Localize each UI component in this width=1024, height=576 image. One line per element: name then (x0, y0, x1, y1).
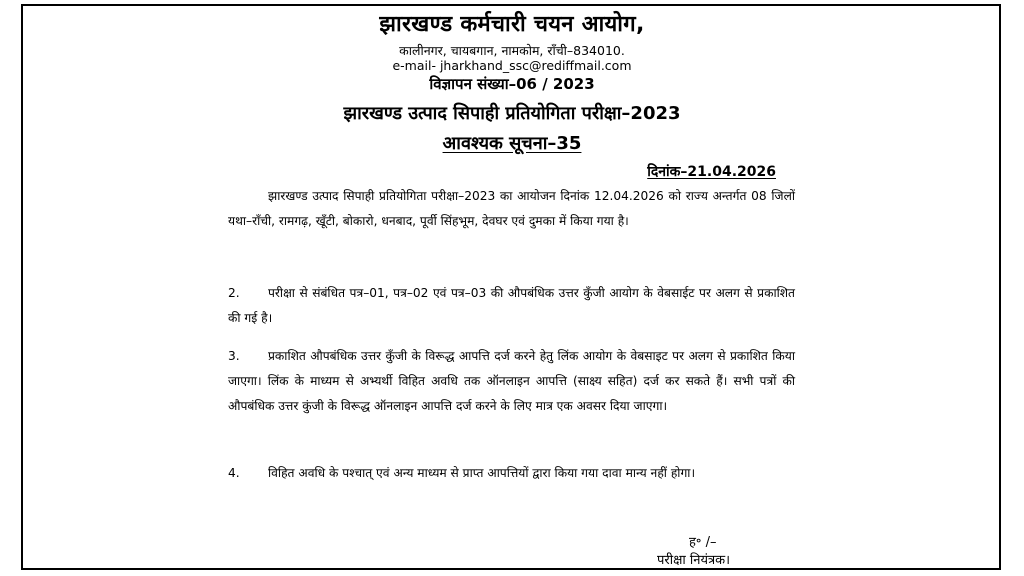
notice-date: दिनांक–21.04.2026 (647, 164, 776, 180)
paragraph-2-text: परीक्षा से संबंधित पत्र–01, पत्र–02 एवं पत्र–03 की औपबंधिक उत्तर कुँजी आयोग के वेबसाईट पर अलग से प्रकाशित की गई है। (228, 286, 795, 325)
organization-name: झारखण्ड कर्मचारी चयन आयोग, (379, 12, 645, 37)
signature-mark: ह॰ /– (689, 535, 717, 550)
exam-title: झारखण्ड उत्पाद सिपाही प्रतियोगिता परीक्षा–2023 (343, 103, 681, 124)
paragraph-3 (228, 344, 795, 419)
paragraph-1 (228, 184, 795, 234)
paragraph-4 (228, 461, 795, 486)
paragraph-2 (228, 281, 795, 331)
paragraph-2-number: 2. (228, 286, 240, 300)
paragraph-3-number: 3. (228, 349, 240, 363)
paragraph-4-text: विहित अवधि के पश्चात् एवं अन्य माध्यम से प्राप्त आपत्तियों द्वारा किया गया दावा मान्य नहीं होगा। (268, 466, 696, 480)
advertisement-number: विज्ञापन संख्या–06 / 2023 (429, 75, 595, 93)
organization-email: e-mail- jharkhand_ssc@rediffmail.com (392, 58, 632, 73)
signatory-title: परीक्षा नियंत्रक। (657, 553, 731, 568)
notice-title: आवश्यक सूचना–35 (442, 133, 582, 154)
paragraph-4-number: 4. (228, 466, 240, 480)
organization-address: कालीनगर, चायबगान, नामकोम, राँची–834010. (399, 43, 625, 58)
paragraph-1-text: झारखण्ड उत्पाद सिपाही प्रतियोगिता परीक्षा–2023 का आयोजन दिनांक 12.04.2026 को राज्य अन्तर्गत 08 जिलों यथा–राँची, रामगढ़, खूँटी, बोकारो, धनबाद, पूर्वी सिंहभूम, देवघर एवं दुमका में किया गया है। (228, 189, 795, 228)
paragraph-3-text: प्रकाशित औपबंधिक उत्तर कुँजी के विरूद्ध आपत्ति दर्ज करने हेतु लिंक आयोग के वेबसाइट पर अलग से प्रकाशित किया जाएगा। लिंक के माध्यम से अभ्यर्थी विहित अवधि तक ऑनलाइन आपत्ति (साक्ष्य सहित) दर्ज कर सकते हैं। सभी पत्रों की औपबंधिक उत्तर कुंजी के विरूद्ध ऑनलाइन आपत्ति दर्ज करने के लिए मात्र एक अवसर दिया जाएगा। (228, 349, 795, 413)
